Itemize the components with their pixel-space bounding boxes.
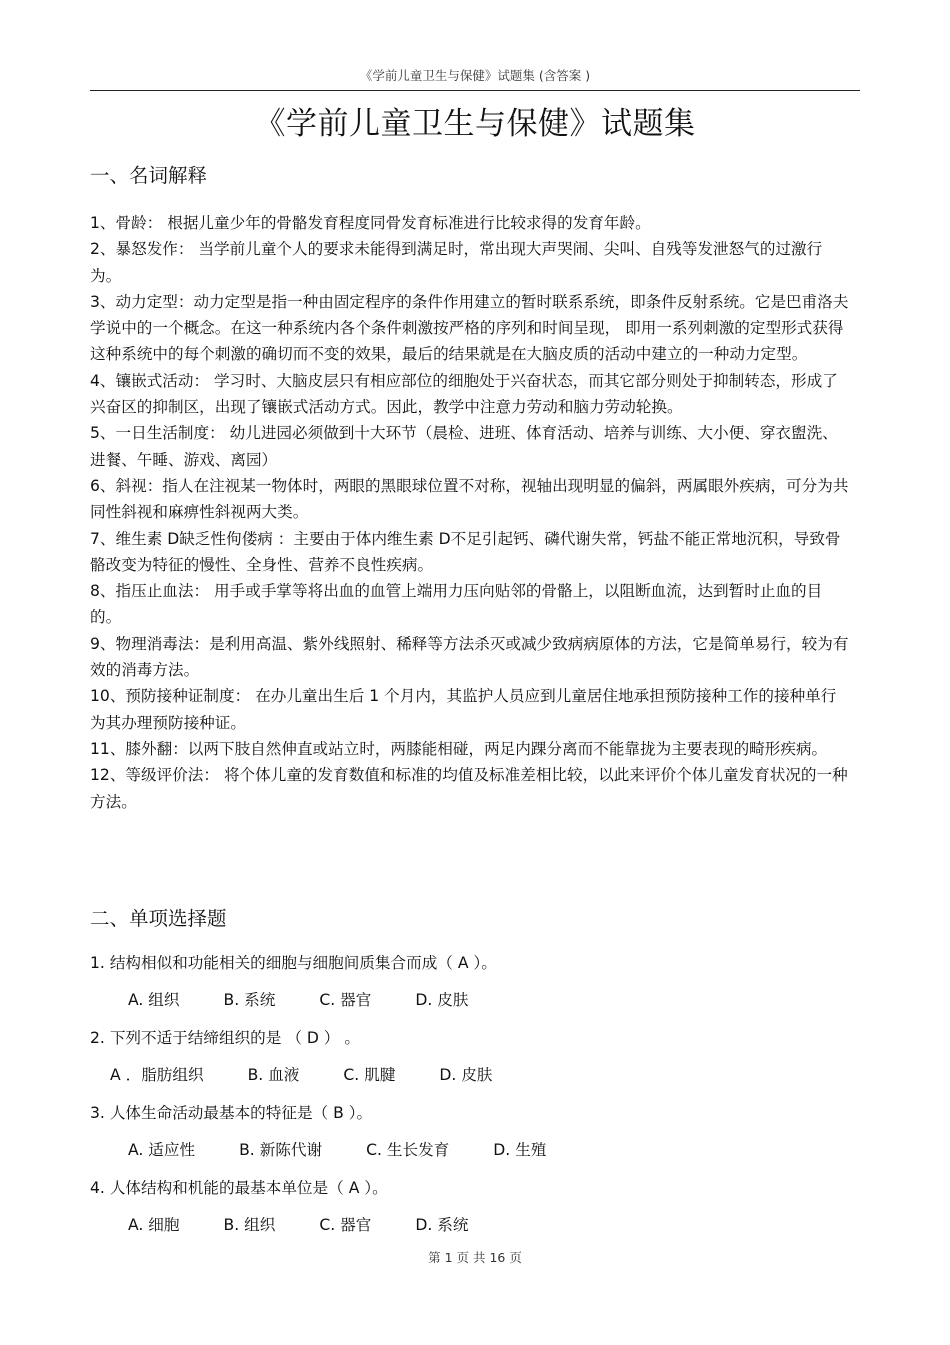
option-b: B. 新陈代谢 [239, 1141, 323, 1159]
page-footer: 第 1 页 共 16 页 [428, 1250, 522, 1265]
definition-item: 1、骨龄： 根据儿童少年的骨骼发育程度同骨发育标准进行比较求得的发育年龄。 [90, 214, 651, 232]
definition-item: 11、膝外翻：以两下肢自然伸直或站立时，两膝能相碰，两足内踝分离而不能靠拢为主要表现的畸形疾病。 [90, 739, 828, 758]
option-d: D. 皮肤 [415, 991, 469, 1009]
option-a: A. 细胞 [128, 1216, 180, 1234]
definition-item: 3、动力定型：动力定型是指一种由固定程序的条件作用建立的暂时联系系统，即条件反射系统。它是巴甫洛夫学说中的一个概念。在这一种系统内各个条件刺激按严格的序列和时间呈现， 即用一系列刺激的定型形式获得这种系统中的每个刺激的确切而不变的效果，最后的结果就是在大脑皮质的活动中建立的一种动力定型。 [90, 292, 849, 364]
option-b: B. 系统 [223, 991, 276, 1009]
question-text: 3. 人体生命活动最基本的特征是（ B ）。 [90, 1104, 373, 1122]
option-d: D. 系统 [415, 1216, 469, 1234]
question-block [90, 1175, 860, 1238]
document-title: 《学前儿童卫生与保健》试题集 [254, 106, 696, 142]
running-header: 《学前儿童卫生与保健》试题集 (含答案 ) [359, 68, 591, 83]
definition-item: 9、物理消毒法：是利用高温、紫外线照射、稀释等方法杀灭或减少致病病原体的方法，它是简单易行，较为有效的消毒方法。 [90, 634, 849, 680]
option-c: C. 生长发育 [366, 1141, 450, 1159]
question-block [90, 1025, 860, 1088]
question-text: 2. 下列不适于结缔组织的是 （ D ） 。 [90, 1029, 360, 1047]
definition-item: 12、等级评价法： 将个体儿童的发育数值和标准的均值及标准差相比较，以此来评价个体儿童发育状况的一种方法。 [90, 766, 848, 811]
option-a: A. 适应性 [128, 1141, 196, 1159]
definition-item: 5、一日生活制度： 幼儿进园必须做到十大环节（晨检、进班、体育活动、培养与训练、大小便、穿衣盥洗、进餐、午睡、游戏、离园） [90, 424, 838, 469]
question-text: 1. 结构相似和功能相关的细胞与细胞间质集合而成（ A ）。 [90, 954, 497, 972]
question-text: 4. 人体结构和机能的最基本单位是（ A ）。 [90, 1179, 388, 1197]
section-heading-single-choice: 二、单项选择题 [90, 907, 227, 930]
definition-item: 6、斜视：指人在注视某一物体时，两眼的黑眼球位置不对称，视轴出现明显的偏斜，两属眼外疾病，可分为共同性斜视和麻痹性斜视两大类。 [90, 476, 849, 522]
option-c: C. 肌腱 [343, 1066, 396, 1084]
option-a: A. 组织 [128, 991, 180, 1009]
header-rule [90, 90, 860, 91]
question-block [90, 950, 860, 1013]
question-options [90, 1062, 860, 1088]
option-d: D. 皮肤 [439, 1066, 493, 1084]
question-options [90, 1212, 860, 1238]
definition-item: 2、暴怒发作： 当学前儿童个人的要求未能得到满足时，常出现大声哭闹、尖叫、自残等发泄怒气的过激行为。 [90, 240, 823, 285]
question-options [90, 1137, 860, 1163]
definition-item: 4、镶嵌式活动： 学习时、大脑皮层只有相应部位的细胞处于兴奋状态，而其它部分则处于抑制转态，形成了兴奋区的抑制区，出现了镶嵌式活动方式。因此，教学中注意力劳动和脑力劳动轮换。 [90, 371, 838, 417]
definition-item: 8、指压止血法： 用手或手掌等将出血的血管上端用力压向贴邻的骨骼上，以阻断血流，达到暂时止血的目的。 [90, 582, 823, 627]
option-d: D. 生殖 [493, 1141, 547, 1159]
option-b: B. 组织 [223, 1216, 276, 1234]
question-options [90, 987, 860, 1013]
definition-item: 10、预防接种证制度： 在办儿童出生后 1 个月内，其监护人员应到儿童居住地承担预防接种工作的接种单行为其办理预防接种证。 [90, 687, 837, 732]
option-a: A ．脂肪组织 [110, 1066, 204, 1084]
question-block [90, 1100, 860, 1163]
section-heading-definitions: 一、名词解释 [90, 164, 208, 187]
option-c: C. 器官 [319, 991, 372, 1009]
definitions-list [90, 210, 850, 815]
definition-item: 7、维生素 D缺乏性佝偻病 ：主要由于体内维生素 D不足引起钙、磷代谢失常，钙盐不能正常地沉积，导致骨骼改变为特征的慢性、全身性、营养不良性疾病。 [90, 529, 841, 574]
option-b: B. 血液 [247, 1066, 300, 1084]
option-c: C. 器官 [319, 1216, 372, 1234]
